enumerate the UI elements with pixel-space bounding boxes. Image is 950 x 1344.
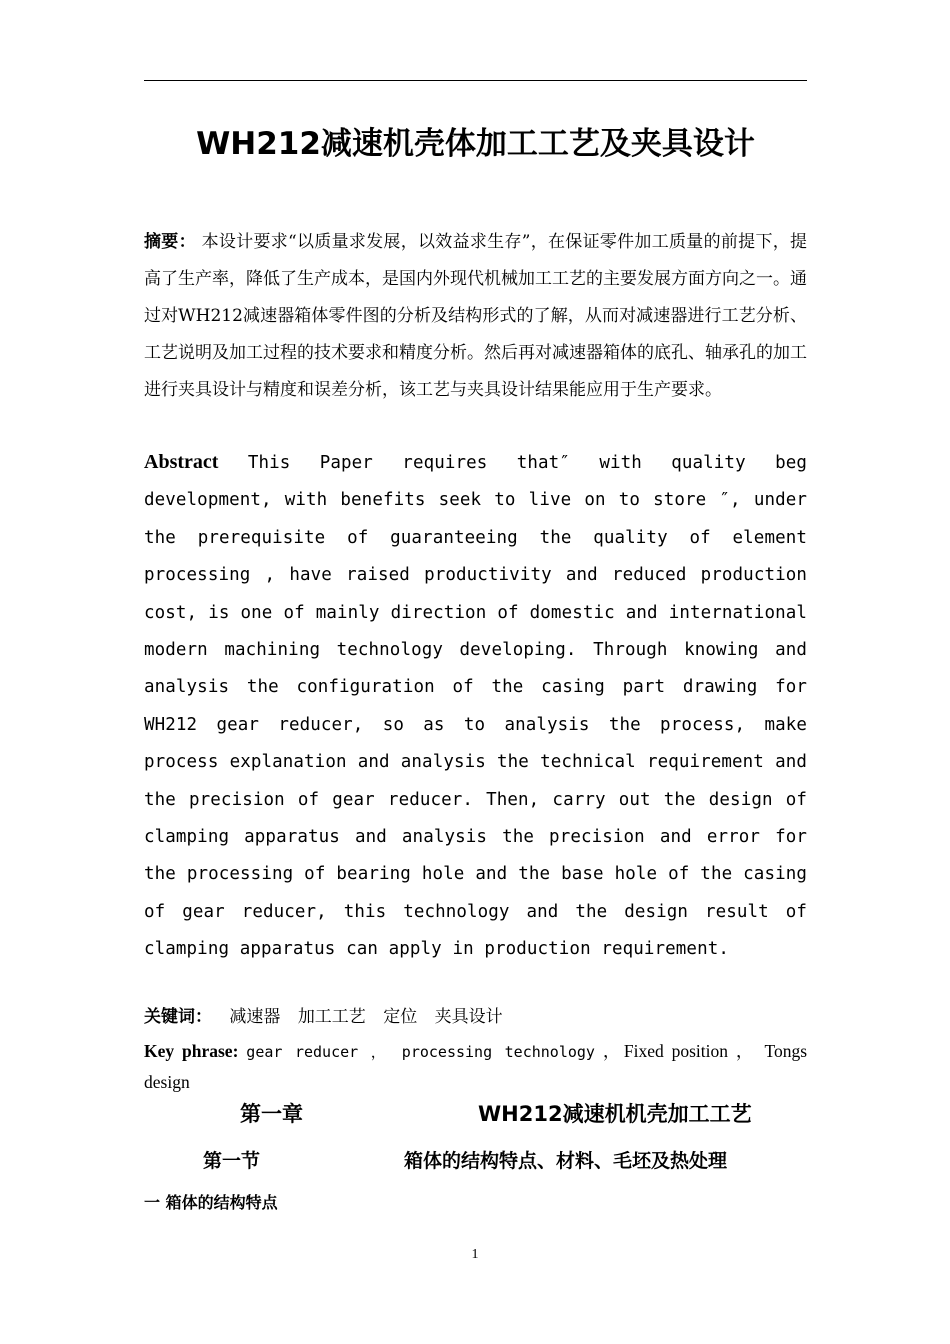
section-title: 箱体的结构特点、材料、毛坯及热处理 — [404, 1150, 728, 1172]
keywords-label: 关键词： — [144, 1007, 212, 1027]
keyphrase-item: Tongs design — [144, 1041, 808, 1092]
keyword-item: 减速器 — [229, 1007, 281, 1027]
abstract-chinese — [144, 224, 807, 409]
keyphrase-line — [144, 1036, 807, 1097]
abstract-en-text: This Paper requires that″ with quality beg development, with benefits seek to live on to store ″, under the prerequisite of guaranteeing the quality of element processing , have raised productivity and reduced production cost, is one of mainly direction of domestic and international modern machining technology developing. Through knowing and analysis the configuration of the casing part drawing for WH212 gear reducer, so as to analysis the process, make process explanation and analysis the technical requirement and the precision of gear reducer. Then, carry out the design of clamping apparatus and analysis the precision and error for the processing of bearing hole and the base hole of the casing of gear reducer, this technology and the design result of clamping apparatus can apply in production requirement. — [144, 453, 807, 960]
keyphrase-separator: ， — [594, 1041, 624, 1061]
subsection-heading: 一 箱体的结构特点 — [144, 1193, 278, 1212]
abstract-cn-label: 摘要： — [144, 232, 196, 252]
keywords-line — [144, 1004, 807, 1030]
keyword-item: 加工工艺 — [297, 1007, 366, 1027]
keyphrase-label: Key phrase: — [144, 1041, 239, 1061]
keyphrase-item: gear reducer — [246, 1043, 359, 1061]
header-rule — [144, 80, 807, 81]
chapter-number: 第一章 — [240, 1102, 303, 1126]
keyword-item: 夹具设计 — [434, 1007, 503, 1027]
document-title: WH212减速机壳体加工工艺及夹具设计 — [196, 126, 755, 162]
keyword-item: 定位 — [383, 1007, 418, 1027]
abstract-english — [144, 444, 807, 969]
chapter-title: WH212减速机机壳加工工艺 — [478, 1102, 752, 1126]
keyphrase-separator: ， — [728, 1041, 757, 1061]
section-number: 第一节 — [203, 1150, 261, 1172]
keyphrase-item: processing technology — [401, 1043, 595, 1061]
page-number: 1 — [471, 1247, 479, 1262]
abstract-cn-text: 本设计要求“以质量求发展，以效益求生存”，在保证零件加工质量的前提下，提高了生产率，降低了生产成本，是国内外现代机械加工工艺的主要发展方面方向之一。通过对WH212减速器箱体零件图的分析及结构形式的了解，从而对减速器进行工艺分析、工艺说明及加工过程的技术要求和精度分析。然后再对减速器箱体的底孔、轴承孔的加工进行夹具设计与精度和误差分析，该工艺与夹具设计结果能应用于生产要求。 — [144, 232, 808, 400]
keyphrase-separator: ， — [358, 1043, 402, 1061]
abstract-en-label: Abstract — [144, 451, 219, 473]
keyphrase-item: Fixed position — [623, 1041, 729, 1061]
